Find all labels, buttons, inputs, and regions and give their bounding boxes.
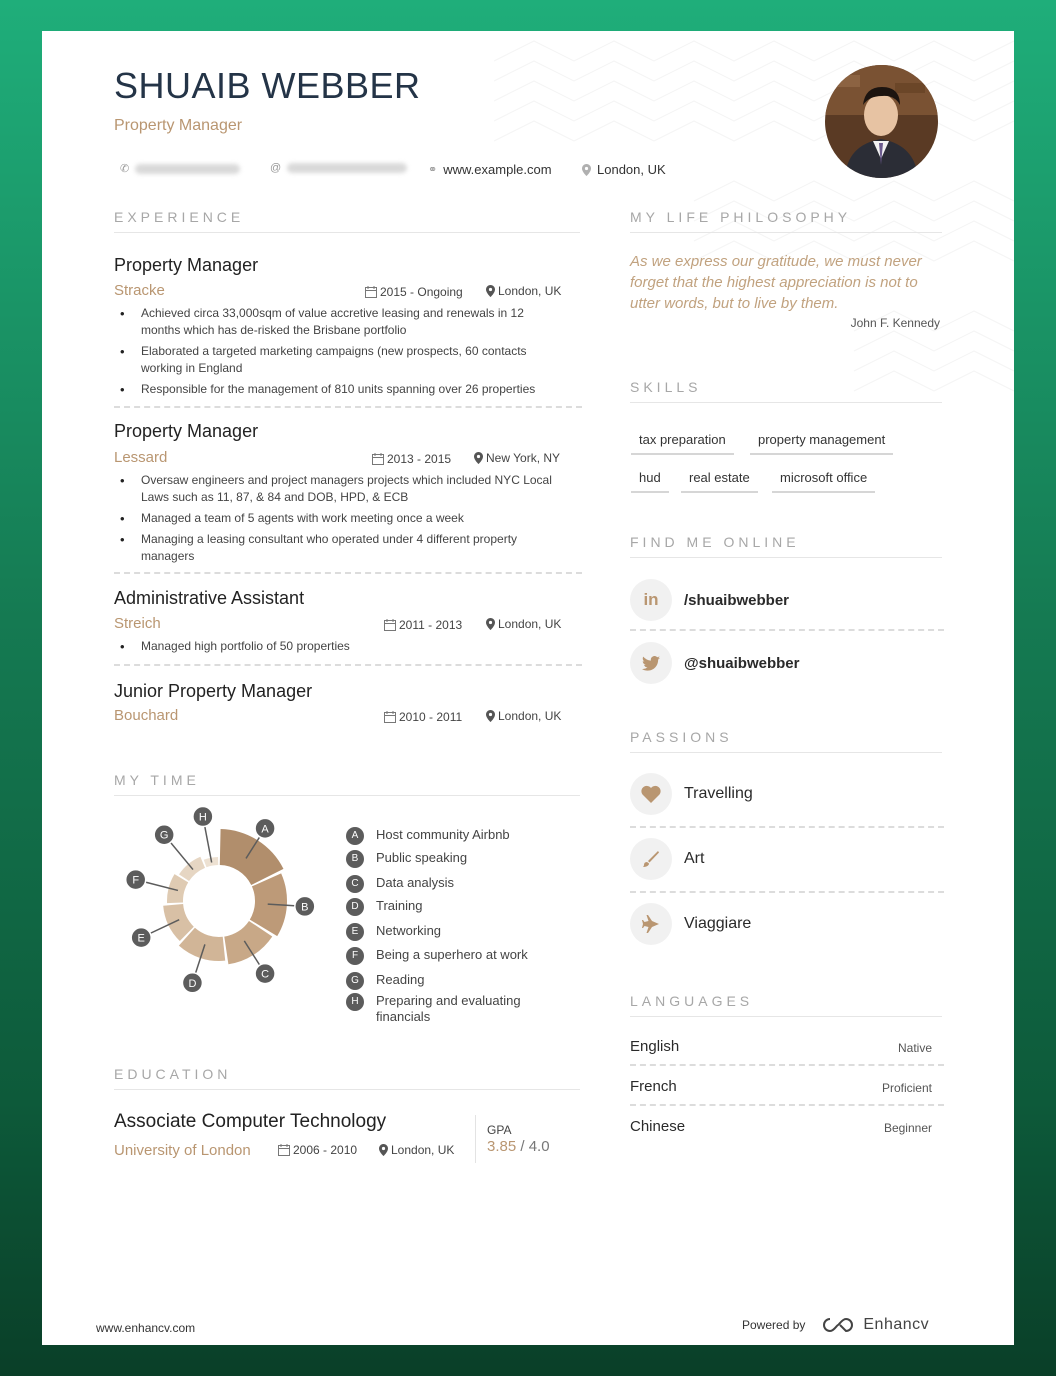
legend-item	[346, 947, 528, 965]
legend-badge: E	[346, 923, 364, 941]
legend-item	[346, 972, 424, 990]
job-bullet: • Oversaw engineers and project managers projects which included NYC Local Laws such as 11, 87, & 84 and DOB, HPD, & ECB	[120, 472, 560, 506]
enhancv-logo	[821, 1316, 929, 1334]
job-bullets	[120, 305, 560, 402]
twitter-handle[interactable]: @shuaibwebber	[684, 654, 800, 672]
linkedin-handle[interactable]: /shuaibwebber	[684, 591, 790, 609]
legend-label: Preparing and evaluating financials	[376, 993, 521, 1024]
gpa-separator: /	[520, 1138, 525, 1155]
passions-heading: PASSIONS	[630, 729, 733, 745]
job-bullet: • Managed high portfolio of 50 properties	[120, 638, 560, 655]
job-location	[486, 284, 561, 298]
passion-label: Viaggiare	[684, 915, 752, 932]
gpa-value	[487, 1138, 550, 1155]
job-dates-text: 2013 - 2015	[387, 452, 452, 466]
location-contact	[582, 162, 666, 177]
languages-heading: LANGUAGES	[630, 993, 754, 1009]
job-dates	[384, 710, 462, 724]
education-heading: EDUCATION	[114, 1066, 232, 1082]
donut-label: G	[159, 829, 169, 842]
donut-label: H	[198, 811, 207, 824]
location-pin-icon	[379, 1144, 388, 1156]
legend-item	[346, 875, 454, 893]
job-company: Lessard	[114, 449, 168, 466]
job-location-text: New York, NY	[486, 451, 561, 465]
online-rule	[630, 557, 942, 558]
linkedin-icon: in	[630, 579, 672, 621]
location-pin-icon	[486, 618, 495, 630]
twitter-link[interactable]	[630, 642, 799, 684]
gpa-label: GPA	[487, 1123, 512, 1137]
legend-label: Being a superhero at work	[376, 947, 528, 962]
infinity-logo-icon	[821, 1316, 855, 1334]
job-bullet: • Responsible for the management of 810 units spanning over 26 properties	[120, 381, 560, 398]
resume-page	[42, 31, 1014, 1345]
education-rule	[114, 1089, 580, 1090]
email-contact	[270, 162, 407, 174]
legend-badge: C	[346, 875, 364, 893]
job-bullets	[120, 638, 560, 659]
website-text[interactable]: www.example.com	[443, 162, 552, 177]
donut-label: D	[188, 977, 197, 990]
link-icon: ⚭	[428, 164, 438, 176]
legend-label: Data analysis	[376, 875, 455, 890]
job-dates	[384, 618, 462, 632]
philosophy-rule	[630, 232, 942, 233]
education-dates	[278, 1143, 357, 1157]
at-icon: @	[270, 162, 282, 174]
job-dates-text: 2010 - 2011	[399, 710, 463, 724]
experience-heading: EXPERIENCE	[114, 209, 245, 225]
donut-slice-a	[220, 829, 284, 885]
job-divider	[114, 572, 582, 574]
education-school: University of London	[114, 1142, 251, 1159]
passion-item	[630, 773, 753, 815]
heart-icon	[630, 773, 672, 815]
candidate-role: Property Manager	[114, 117, 243, 134]
education-location	[379, 1143, 454, 1157]
location-pin-icon	[474, 452, 483, 464]
phone-contact	[120, 162, 240, 175]
job-dates-text: 2011 - 2013	[399, 618, 463, 632]
skills-heading: SKILLS	[630, 379, 702, 395]
website-contact[interactable]	[428, 162, 552, 177]
profile-photo	[825, 65, 938, 178]
skill-tag: property management	[750, 432, 893, 455]
footer-site[interactable]: www.enhancv.com	[96, 1321, 196, 1335]
legend-label: Networking	[376, 923, 442, 938]
education-location-text: London, UK	[391, 1143, 455, 1157]
education-degree: Associate Computer Technology	[114, 1111, 387, 1132]
calendar-icon	[365, 286, 377, 298]
language-divider	[630, 1064, 944, 1066]
legend-badge: A	[346, 827, 364, 845]
legend-label: Host community Airbnb	[376, 827, 510, 842]
legend-label: Training	[376, 898, 423, 913]
job-location	[474, 451, 560, 465]
passion-item	[630, 903, 751, 945]
passion-label: Art	[684, 850, 705, 867]
job-bullet: • Elaborated a targeted marketing campaigns (new prospects, 60 contacts working in England	[120, 343, 560, 377]
calendar-icon	[384, 619, 396, 631]
legend-badge: H	[346, 993, 364, 1011]
donut-label: C	[261, 968, 270, 981]
job-bullet: • Managing a leasing consultant who operated under 4 different property managers	[120, 531, 560, 565]
job-location	[486, 709, 561, 723]
brand-name: Enhancv	[863, 1316, 930, 1333]
email-redacted	[287, 163, 407, 173]
twitter-icon	[630, 642, 672, 684]
calendar-icon	[384, 711, 396, 723]
my-time-heading: MY TIME	[114, 772, 200, 788]
passion-label: Travelling	[684, 785, 753, 802]
passions-rule	[630, 752, 942, 753]
legend-badge: G	[346, 972, 364, 990]
online-divider	[630, 629, 944, 631]
job-title: Property Manager	[114, 255, 259, 275]
gpa-max: 4.0	[528, 1138, 550, 1155]
language-level: Native	[897, 1041, 932, 1055]
online-heading: FIND ME ONLINE	[630, 534, 800, 550]
gpa-score: 3.85	[487, 1138, 517, 1155]
quote-author: John F. Kennedy	[850, 316, 940, 330]
candidate-name: SHUAIB WEBBER	[114, 65, 421, 106]
linkedin-link[interactable]	[630, 579, 789, 621]
job-title: Administrative Assistant	[114, 588, 305, 608]
brush-icon	[630, 838, 672, 880]
languages-rule	[630, 1016, 942, 1017]
legend-item	[346, 993, 546, 1025]
job-location-text: London, UK	[498, 709, 562, 723]
job-divider	[114, 664, 582, 666]
job-bullet: • Managed a team of 5 agents with work meeting once a week	[120, 510, 560, 527]
job-bullets	[120, 472, 560, 569]
job-dates-text: 2015 - Ongoing	[380, 285, 463, 299]
passion-divider	[630, 826, 944, 828]
job-location-text: London, UK	[498, 284, 562, 298]
language-level: Beginner	[883, 1121, 932, 1135]
my-time-rule	[114, 795, 580, 796]
skills-rule	[630, 402, 942, 403]
skill-tag: hud	[631, 470, 669, 493]
phone-redacted	[135, 164, 240, 174]
donut-label: F	[132, 874, 140, 887]
skill-tag: microsoft office	[772, 470, 875, 493]
language-name: English	[630, 1038, 680, 1055]
job-dates	[365, 285, 463, 299]
job-company: Bouchard	[114, 707, 179, 724]
legend-item	[346, 850, 467, 868]
powered-by-text: Powered by	[742, 1318, 806, 1332]
location-pin-icon	[486, 285, 495, 297]
airplane-icon	[630, 903, 672, 945]
job-dates	[372, 452, 451, 466]
legend-badge: F	[346, 947, 364, 965]
skill-tag: tax preparation	[631, 432, 734, 455]
job-divider	[114, 406, 582, 408]
donut-label: E	[137, 932, 145, 945]
language-name: French	[630, 1078, 677, 1095]
language-divider	[630, 1104, 944, 1106]
legend-item	[346, 898, 422, 916]
passion-divider	[630, 891, 944, 893]
skill-tag: real estate	[681, 470, 758, 493]
job-company: Stracke	[114, 282, 165, 299]
footer-brand	[742, 1316, 929, 1334]
job-title: Junior Property Manager	[114, 681, 313, 701]
location-pin-icon	[486, 710, 495, 722]
gpa-divider	[475, 1115, 476, 1163]
job-location-text: London, UK	[498, 617, 562, 631]
calendar-icon	[372, 453, 384, 465]
donut-label: A	[261, 823, 269, 836]
location-pin-icon	[582, 164, 591, 176]
job-title: Property Manager	[114, 421, 259, 441]
legend-badge: B	[346, 850, 364, 868]
language-level: Proficient	[881, 1081, 932, 1095]
legend-badge: D	[346, 898, 364, 916]
legend-label: Reading	[376, 972, 425, 987]
donut-label: B	[301, 901, 309, 914]
philosophy-heading: MY LIFE PHILOSOPHY	[630, 209, 852, 225]
education-dates-text: 2006 - 2010	[293, 1143, 358, 1157]
philosophy-quote: As we express our gratitude, we must never forget that the highest appreciation is not to utter words, but to live by them.	[630, 253, 922, 312]
location-text: London, UK	[597, 162, 666, 177]
legend-item	[346, 827, 510, 845]
job-bullet: • Achieved circa 33,000sqm of value accretive leasing and renewals in 12 months which has de-risked the Brisbane portfolio	[120, 305, 560, 339]
legend-item	[346, 923, 441, 941]
job-company: Streich	[114, 615, 161, 632]
phone-icon: ✆	[120, 163, 130, 175]
language-name: Chinese	[630, 1118, 686, 1135]
experience-rule	[114, 232, 580, 233]
time-donut-chart	[122, 801, 332, 1001]
passion-item	[630, 838, 704, 880]
calendar-icon	[278, 1144, 290, 1156]
job-location	[486, 617, 561, 631]
legend-label: Public speaking	[376, 850, 468, 865]
